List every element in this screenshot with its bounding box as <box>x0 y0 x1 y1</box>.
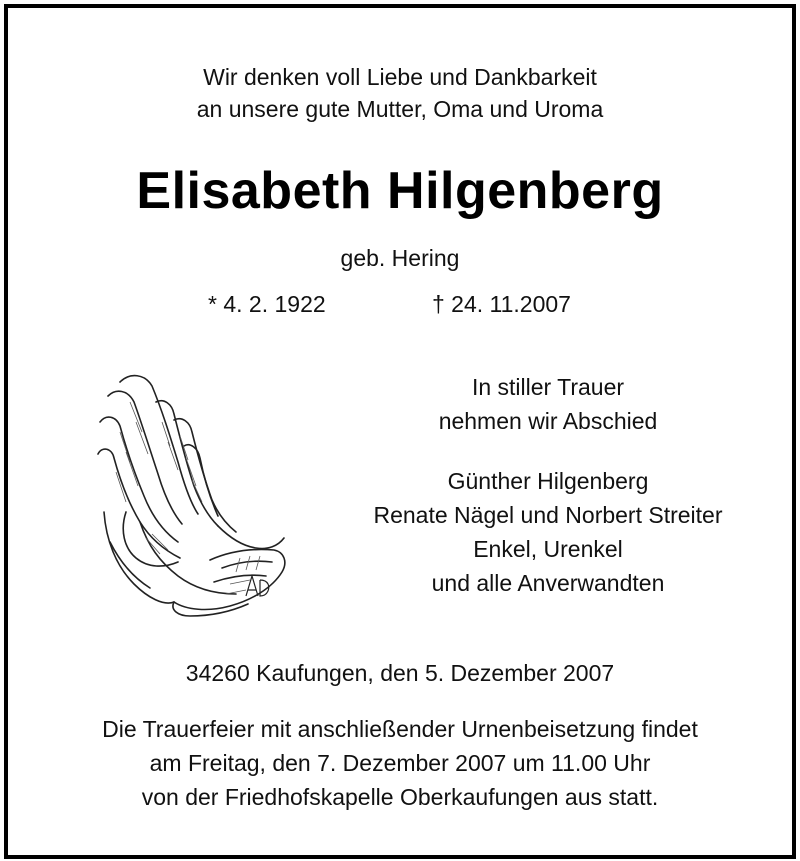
ceremony-line-2: am Freitag, den 7. Dezember 2007 um 11.00 Uhr <box>149 750 651 776</box>
mourning-text <box>308 370 788 438</box>
monogram-mark <box>246 576 269 596</box>
ceremony-info <box>8 712 792 814</box>
praying-hands-icon <box>90 362 290 618</box>
intro-line-1: Wir denken voll Liebe und Dankbarkeit <box>203 64 597 90</box>
birth-date: * 4. 2. 1922 <box>208 291 326 317</box>
family-member: Renate Nägel und Norbert Streiter <box>373 502 723 528</box>
obituary-notice <box>4 4 796 859</box>
place-and-date: 34260 Kaufungen, den 5. Dezember 2007 <box>185 660 615 686</box>
intro-line-2: an unsere gute Mutter, Oma und Uroma <box>196 96 604 122</box>
death-date: † 24. 11.2007 <box>432 291 571 317</box>
mourning-line-1: In stiller Trauer <box>471 374 625 400</box>
life-dates <box>8 290 792 318</box>
mourning-line-2: nehmen wir Abschied <box>438 408 658 434</box>
family-member: Enkel, Urenkel <box>473 536 623 562</box>
ceremony-line-3: von der Friedhofskapelle Oberkaufungen aus statt. <box>141 784 659 810</box>
family-list <box>308 464 788 600</box>
family-member: und alle Anverwandten <box>431 570 665 596</box>
deceased-name: Elisabeth Hilgenberg <box>136 162 664 220</box>
maiden-name: geb. Hering <box>340 245 460 271</box>
family-member: Günther Hilgenberg <box>447 468 649 494</box>
ceremony-line-1: Die Trauerfeier mit anschließender Urnenbeisetzung findet <box>102 716 698 742</box>
